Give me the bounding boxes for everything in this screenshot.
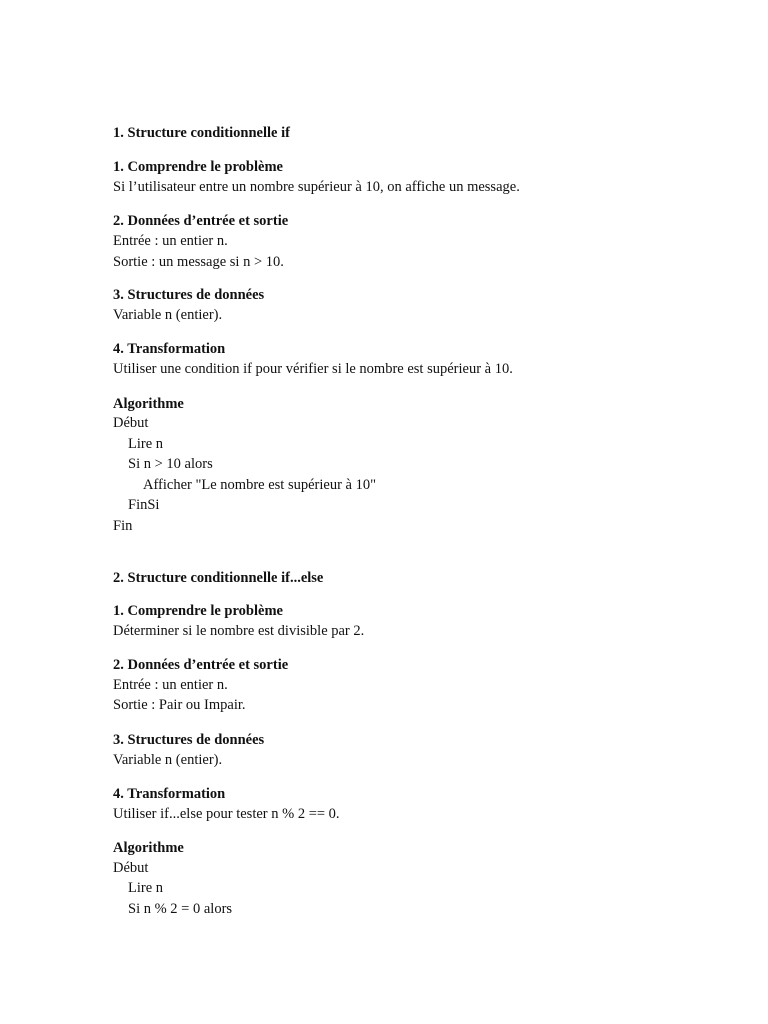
section1-step1-heading: 1. Comprendre le problème	[113, 159, 283, 175]
section2-step2-input: Entrée : un entier n.	[113, 677, 228, 693]
section1-step1-text: Si l’utilisateur entre un nombre supérieur à 10, on affiche un message.	[113, 179, 520, 195]
section1-step3-heading: 3. Structures de données	[113, 287, 265, 303]
section1-step2-heading: 2. Données d’entrée et sortie	[113, 213, 289, 229]
section1-step4-heading: 4. Transformation	[113, 341, 226, 357]
section1-step2-input: Entrée : un entier n.	[113, 233, 228, 249]
section2-step3-text: Variable n (entier).	[113, 752, 223, 768]
section1-step4-text: Utiliser une condition if pour vérifier si le nombre est supérieur à 10.	[113, 361, 513, 377]
section1-step3-text: Variable n (entier).	[113, 307, 223, 323]
section1-algorithm-line: Fin	[113, 518, 133, 534]
section1-algorithm-line: Lire n	[128, 436, 164, 452]
section2-step4-heading: 4. Transformation	[113, 786, 226, 802]
section2-step3-heading: 3. Structures de données	[113, 732, 265, 748]
section1-algorithm-line: Afficher "Le nombre est supérieur à 10"	[143, 477, 377, 493]
section1-algorithm-line: Début	[113, 415, 149, 431]
section2-algorithm-line: Si n % 2 = 0 alors	[128, 901, 233, 917]
section2-step4-text: Utiliser if...else pour tester n % 2 == 0.	[113, 806, 340, 822]
section2-step2-heading: 2. Données d’entrée et sortie	[113, 657, 289, 673]
section2-step2-output: Sortie : Pair ou Impair.	[113, 697, 246, 713]
section2-algorithm-line: Début	[113, 860, 149, 876]
section2-step1-heading: 1. Comprendre le problème	[113, 603, 283, 619]
section1-algorithm-heading: Algorithme	[113, 396, 184, 412]
section1-algorithm-line: FinSi	[128, 497, 160, 513]
section2-step1-text: Déterminer si le nombre est divisible par 2.	[113, 623, 365, 639]
section1-title: 1. Structure conditionnelle if	[113, 125, 290, 141]
section2-title: 2. Structure conditionnelle if...else	[113, 570, 324, 586]
section1-step2-output: Sortie : un message si n > 10.	[113, 254, 284, 270]
section2-algorithm-heading: Algorithme	[113, 840, 184, 856]
section1-algorithm-line: Si n > 10 alors	[128, 456, 213, 472]
section2-algorithm-line: Lire n	[128, 880, 164, 896]
